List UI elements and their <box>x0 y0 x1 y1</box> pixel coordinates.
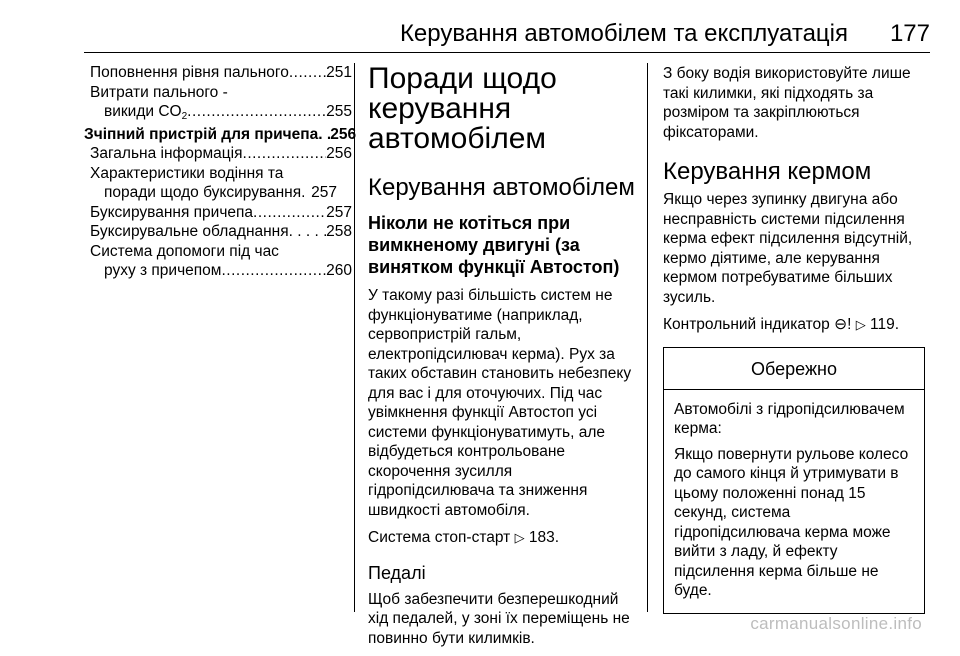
toc-section[interactable]: Зчіпний пристрій для причепа . . . 256 <box>84 125 352 145</box>
toc-entry[interactable]: Характеристики водіння та <box>90 164 284 182</box>
toc-entry[interactable]: Витрати пального - <box>90 83 228 101</box>
middle-column <box>368 64 638 656</box>
section-title: Поради щодо керування автомобілем <box>368 62 557 155</box>
reference-arrow-icon: ▷ <box>855 317 866 332</box>
watermark: carmanualsonline.info <box>750 614 922 633</box>
column-divider <box>354 63 355 612</box>
subsection-title: Керування автомобілем <box>368 174 635 201</box>
cross-reference[interactable]: Система стоп-старт ▷ 183. <box>368 529 560 546</box>
topic-title: Ніколи не котіться при вимкненому двигуні (за винятком функції Автостоп) <box>368 213 620 277</box>
caution-box <box>663 347 925 614</box>
body-paragraph: З боку водія використовуйте лише такі килимки, які підходять за розміром та закріплюються фіксаторами. <box>663 65 911 141</box>
page-number: 177 <box>889 20 930 47</box>
toc-entry[interactable]: Поповнення рівня пального ..... 251 <box>84 63 352 83</box>
toc-entry[interactable]: руху з причепом ..... 260 <box>84 261 352 281</box>
body-paragraph: Щоб забезпечити безперешкодний хід педалей, у зоні їх переміщень не повинно бути килимків. <box>368 590 630 647</box>
right-column <box>663 64 925 614</box>
steering-title: Керування кермом <box>663 158 872 185</box>
body-paragraph: Якщо через зупинку двигуна або несправність системи підсилення керма ефект підсилення відсутній, кермо діятиме, але керування кермом потребуватиме більших зусиль. <box>663 191 913 306</box>
page-header-title: Керування автомобілем та експлуатація <box>399 20 848 47</box>
table-of-contents <box>84 63 357 281</box>
steering-warning-icon: ⊖! <box>834 316 852 333</box>
toc-entry[interactable]: Буксирування причепа ..... 257 <box>84 203 352 223</box>
toc-entry[interactable]: поради щодо буксирування . . . 257 <box>84 183 352 203</box>
column-divider <box>647 63 648 612</box>
toc-entry[interactable]: викиди $CO_2$ ..... 255 <box>84 102 352 122</box>
pedals-title: Педалі <box>368 562 426 583</box>
reference-arrow-icon: ▷ <box>514 530 525 545</box>
caution-title: Обережно <box>664 348 924 390</box>
caution-text: Якщо повернути рульове колесо до самого кінця й утримувати в цьому положенні понад 15 секунд, система гідропідсилювача керма може вийти з ладу, й ефекту підсилення керма більше не буде. <box>674 445 909 599</box>
body-paragraph: У такому разі більшість систем не функціонуватиме (наприклад, сервопристрій гальм, електропідсилювач керма). Рух за таких обставин становить небезпеку для вас і для оточуючих. Під час увімкнення функції Автостоп усі системи функціонуватимуть, але відбудеться контрольоване скорочення зусилля гідропідсилювача та зниження швидкості автомобіля. <box>368 287 632 519</box>
indicator-reference[interactable]: Контрольний індикатор ⊖! ▷ 119. <box>663 316 900 333</box>
toc-entry[interactable]: Система допомоги під час <box>90 242 279 260</box>
toc-entry[interactable]: Буксирувальне обладнання . . . 258 <box>84 222 352 242</box>
header-rule <box>84 52 930 53</box>
caution-text: Автомобілі з гідропідсилювачем керма: <box>674 400 905 437</box>
toc-entry[interactable]: Загальна інформація ..... 256 <box>84 144 352 164</box>
